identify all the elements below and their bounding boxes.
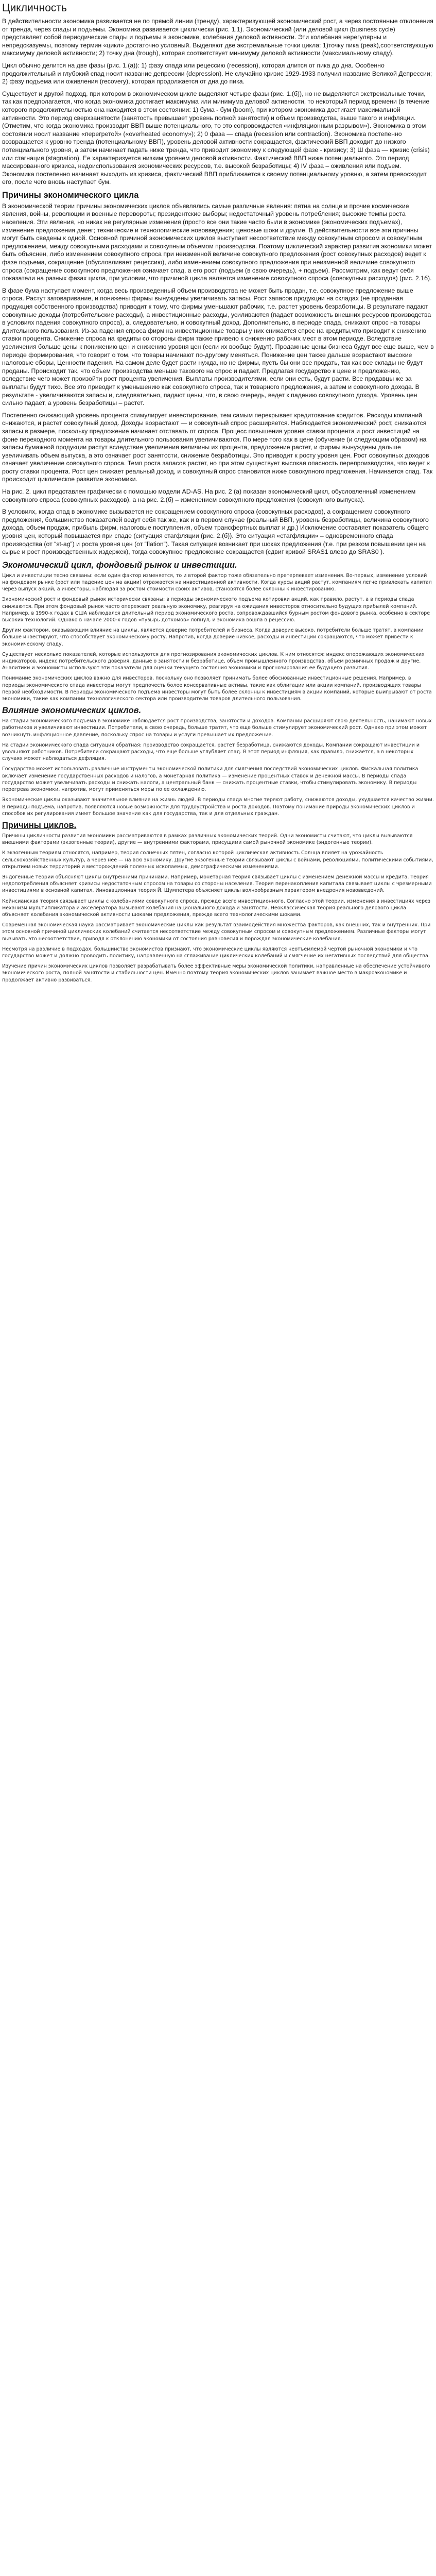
paragraph: На стадии экономического спада ситуация обратная: производство сокращается, растет безработица, снижаются доходы. Компании сокращают инвестиции и увольняют работников. Потребители сокращают расходы, что еще больше углубляет спад. В этот период инфляция, как правило, снижается, а в некоторых случаях может наблюдаться дефляция. bbox=[2, 742, 420, 762]
section-block bbox=[2, 508, 434, 556]
paragraph: Современная экономическая наука рассматривает экономические циклы как результат взаимодействия множества факторов, как внешних, так и внутренних. При этом основной причиной циклических колебаний считается несоответствие между совокупным спросом и совокупным предложением. Различные факторы могут вызывать это несоответствие, приводя к отклонению экономики от состояния равновесия и порождая экономические колебания. bbox=[2, 922, 431, 942]
paragraph: Существует и другой подход, при котором в экономическом цикле выделяют четыре фазы (рис. 1.(б)), но не выделяются экстремальные точки, так как предполагается, что когда экономика достигает максимума или минимума деловой активности, то некоторый период времени (в течение которого продолжительностью она находится в этом состоянии: 1) бума - бум (boom), при котором экономика достигает максимальной активности. Это период сверхзанятости (занятость превышает уровень полной занятости) и объем производства, выше такого и инфляции. (Отметим, что когда экономика производит ВВП выше потенциального, то это сопровождается «инфляционным разрывом»). Экономика в этом состоянии носит название «перегретой» («overheated economy»); 2) 0 фаза — спада (recession или contraction). Экономика постепенно возвращается к уровню тренда (потенциальному ВВП), уровень деловой активности сокращается, фактический ВВП доходит до низкого потенциального уровня, а затем начинает падать ниже тренда, что приводит экономику к следующей фазе - кризису; 3) Ш фаза — кризис (crisis) или стагнация (stagnation). Ее характеризуется низким уровнем деловой активности. Фактический ВВП ниже потенциального. Это период массированного кризиса, недоиспользования экономических ресурсов, т.е. высокой безработицы; 4) IV фаза – оживления или подъем. Экономика постепенно начинает выходить из кризиса, фактический ВВП приближается к своему потенциальному уровню, а затем превосходит его, после чего вновь наступает бум. bbox=[2, 90, 430, 186]
paragraph: На рис. 2. цикл представлен графически с помощью модели AD-AS. На рис. 2 (а) показан экономический цикл, обусловленный изменением совокупного спроса (совокупных расходов), а на рис. 2.(б) – изменением совокупного предложения (совокупного выпуска). bbox=[2, 488, 416, 503]
section-block bbox=[2, 18, 434, 187]
section-block bbox=[2, 706, 434, 817]
paragraph: В экономической теории причины экономических циклов объявлялись самые различные явления: пятна на солнце и прочие космические явления, войны, революции и военные перевороты; президентские выборы; недостаточный уровень потребления; высокие темпы роста населения. Эти явления, но никак не регулярные изменения (просто все они такие часто были в экономике (экономических подъемах), изменение предложения денег; технические и технологические нововведения; ценовые шоки и другие. В действительности все эти причины могут быть сведены к одной. Основной причиной экономических циклов выступает несоответствие между совокупным спросом и совокупным предложением, между совокупными расходами и совокупным объемом производства. Поэтому циклический характер развития экономики может быть объяснен, либо изменением совокупного спроса при неизменной величине совокупного предложения (рост совокупных расходов) ведет к фазе подъема, сокращение (обусловливает рецессию), либо изменением совокупного предложения при неизменной величине совокупного спроса (сокращение совокупного предложения означает спад, а его рост (подъем (в свою очередь), + подъем). Рассмотрим, как ведут себя показатели на разных фазах цикла, при условии, что причиной цикла является изменение совокупного спроса (совокупных расходов) (рис. 2.1б). bbox=[2, 202, 432, 282]
section-heading: Причины экономического цикла bbox=[2, 190, 139, 200]
section-block bbox=[2, 191, 434, 504]
section-block bbox=[2, 821, 434, 984]
paragraph: Государство может использовать различные инструменты экономической политики для смягчения последствий экономических циклов. Фискальная политика включает изменение государственных расходов и налогов, а монетарная политика — изменение процентных ставок и денежной массы. В периоды спада государство может увеличивать расходы и снижать налоги, а центральный банк — снижать процентные ставки, чтобы стимулировать экономику. В периоды перегрева экономики, напротив, могут применяться меры по ее охлаждению. bbox=[2, 766, 418, 793]
paragraph: В фазе бума наступает момент, когда весь произведенный объем производства не может быть продан, т.е. совокупное предложение выше спроса. Растут затоваривание, и понижены фирмы вынуждены увеличивать запасы. Рост запасов продукции на складах (не проданная продукция собственного производства) приводит к тому, что фирмы уменьшают рабочих, т.е. растет уровень безработицы. В результате падают совокупные доходы (потребительские расходы), а инвестиционные расходы, усиливаются (падает возможность внешних ресурсов производства в условиях падения совокупного спроса), а, следовательно, и совокупный доход. Дополнительно, в периоде спада, снижают спрос на товары длительного пользования. Из-за падения спроса фирм на инвестиционные товары у них снижается спрос на кредиты,что приводит к снижению ставки процента. Снижение спроса на кредиты со стороны фирм также привело к снижению рабочих мест в этом периоде. Вследствие увеличения больше цены к понижению цен и снижению уровня цен (если их вообще будут). Продажные цены бизнеса будут все еще выше, чем в периоде формирования, что говорит о том, что товары начинают по-другому меняться. Понижение цен также дальше возрастают высокие налоговые сборы, Ценности падения. На самом деле будет расти нужда, но не фирмы, пусть бы они все продать, так как все склады не будут проданы. Происходит так, что объем производства меньше такового на спрос и падает. Предлагая государство к цене и предложению, вследствие чего может произойти рост процента увеличения. Выплаты производителями, если они есть, будут расти. Все продавцы же за выплаты будут тихо. Все это приводит к уменьшению как совокупного спроса, так и товарного предложения, а затем и совокупного дохода. В результате - увеличиваются запасы и, следовательно, падают цены, что, в свою очередь, ведет к падению совокупного дохода. Уровень цен сильно падает, а уровень безработицы – растет. bbox=[2, 286, 434, 407]
paragraph: В условиях, когда спад в экономике вызывается не сокращением совокупного спроса (совокупных расходов), а сокращением совокупного предложения, большинство показателей ведут себя так же, как и в первом случае (реальный ВВП, уровень безработицы, величина совокупного дохода, объем продаж, прибыль фирм, налоговые поступления, объем трансфертных выплат и др.) Исключение составляет показатель общего уровня цен, который повышается при спаде (ситуация стагфляции (рис. 2.(б)). Это ситуация «стагфляции» – одновременного спада производства (от “st-ag”) и роста уровня цен (от “flation”). Такая ситуация возникает при шоках предложения (т.е. при резком повышении цен на сырье и рост производственных издержек), тогда совокупное предложение сокращается (сдвиг кривой SRAS1 влево до SRAS0 ). bbox=[2, 508, 429, 556]
document-body bbox=[2, 18, 434, 984]
paragraph: Несмотря на различие в подходах, большинство экономистов признают, что экономические циклы являются неотъемлемой чертой рыночной экономики и что государство может и должно проводить политику, направленную на сглаживание циклических колебаний и смягчение их негативных последствий для общества. bbox=[2, 946, 430, 959]
section-heading: Влияние экономических циклов. bbox=[2, 706, 142, 716]
paragraph: Кейнсианская теория связывает циклы с колебаниями совокупного спроса, прежде всего инвестиционного. Согласно этой теории, изменения в инвестициях через механизм мультипликатора и акселератора вызывают колебания национального дохода и занятости. Неоклассическая теория реального делового цикла объясняет колебания экономической активности шоками предложения, прежде всего технологическими шоками. bbox=[2, 898, 430, 918]
paragraph: Причины цикличности развития экономики рассматриваются в рамках различных экономических теорий. Одни экономисты считают, что циклы вызываются внешними факторами (экзогенные теории), другие — внутренними факторами, присущими самой рыночной экономике (эндогенные теории). bbox=[2, 833, 413, 846]
paragraph: Изучение причин экономических циклов позволяет разрабатывать более эффективные меры экономической политики, направленные на обеспечение устойчивого экономического роста, полной занятости и стабильности цен. Именно поэтому теория экономических циклов занимает важное место в макроэкономике и продолжает активно развиваться. bbox=[2, 963, 430, 983]
paragraph: В действительности экономика развивается не по прямой линии (тренду), характеризующей экономический рост, а через постоянные отклонения от тренда, через спады и подъемы. Экономика развивается циклически (рис. 1.1). Экономический (или деловой цикл (business cycle) представляет собой периодические спады и подъемы в экономике, колебания деловой активности. Эти колебания нерегулярны и непредсказуемы, поэтому термин «цикл» достаточно условный. Выделяют две экстремальные точки цикла: 1)точку пика (peak),соответствующую максимуму деловой активности; 2) точку дна (trough), которая соответствует минимуму деловой активности (максимальному спаду). bbox=[2, 18, 433, 57]
paragraph: Другим фактором, оказывающим влияние на циклы, является доверие потребителей и бизнеса. Когда доверие высоко, потребители больше тратят, а компании больше инвестируют, что способствует экономическому росту. Напротив, когда доверие низкое, расходы и инвестиции сокращаются, что может привести к экономическому спаду. bbox=[2, 628, 424, 647]
paragraph: Экономический рост и фондовый рынок исторически связаны: в периоды экономического подъема котировки акций, как правило, растут, а в периоды спада снижаются. При этом фондовый рынок часто опережает реальную экономику, реагируя на ожидания инвесторов относительно будущих прибылей компаний. Например, в 1990-х годах в США наблюдался длительный период экономического роста, сопровождавшийся бурным ростом фондового рынка, особенно в секторе высоких технологий. Однако в начале 2000-х годов «пузырь доткомов» лопнул, и экономика вошла в рецессию. bbox=[2, 597, 430, 623]
paragraph: Постепенно снижающий уровень процента стимулирует инвестирование, тем самым перекрывает кредитование кредитов. Расходы компаний снижаются, и растет совокупный доход. Доходы возрастают — и совокупный спрос расширяется. Наблюдается экономический рост, снижаются запасы в размере, поскольку предложение начинает отставать от спроса. Процесс повышения уровня ставки процента и рост инвестиций на фоне переходного момента на товары длительного пользования увеличиваются. По мере того как в цене (обучение (и следующим образом) на запасы бумажной продукции растут вследствие увеличения величины их процента, предложение растет, и фирмы вынуждены дальше увеличивать объем выпуска, а это означает рост занятости, снижение безработицы. Это приводит к росту уровня цен. Рост совокупных доходов означает увеличение совокупного спроса. Темп роста запасов растет, но при этом существует высокая опасность перепроизводства, что ведет к росту ставки процента. Рост цен снижает реальный доход, и совокупный спрос становится ниже совокупного предложения. Начинается спад. Так происходит циклическое развитие экономики. bbox=[2, 411, 433, 483]
paragraph: Цикл и инвестиции тесно связаны: если один фактор изменяется, то и второй фактор тоже обязательно претерпевает изменения. Во-первых, изменение условий на фондовом рынке (рост или падение цен на акции) отражается на инвестиционной активности. Когда курсы акций растут, компаниям легче привлекать капитал через выпуск акций, а инвесторы, наблюдая за ростом стоимости своих активов, становятся более склонны к инвестированию. bbox=[2, 572, 432, 592]
page-title: Цикличность bbox=[2, 2, 67, 14]
paragraph: Экономические циклы оказывают значительное влияние на жизнь людей. В периоды спада многие теряют работу, снижаются доходы, ухудшается качество жизни. В периоды подъема, напротив, появляются новые возможности для трудоустройства и роста доходов. Поэтому понимание природы экономических циклов и способов их регулирования имеет большое значение как для государства, так и для отдельных граждан. bbox=[2, 797, 434, 817]
paragraph: Существует несколько показателей, которые используются для прогнозирования экономических циклов. К ним относятся: индекс опережающих экономических индикаторов, индекс потребительского доверия, данные о занятости и безработице, объем промышленного производства, объем розничных продаж и другие. Аналитики и экономисты используют эти показатели для оценки текущего состояния экономики и прогнозирования ее будущего развития. bbox=[2, 651, 425, 671]
document-page bbox=[0, 0, 436, 994]
paragraph: Понимание экономических циклов важно для инвесторов, поскольку оно позволяет принимать более обоснованные инвестиционные решения. Например, в периоды экономического спада инвесторы могут предпочесть более консервативные активы, такие как облигации или акции компаний, производящих товары первой необходимости. В периоды экономического подъема инвесторы могут быть более склонны к инвестициям в акции компаний, которые выигрывают от роста экономики, такие как компании технологического сектора или производители товаров длительного пользования. bbox=[2, 675, 432, 702]
section-heading: Экономический цикл, фондовый рынок и инвестиции. bbox=[2, 560, 237, 570]
section-heading: Причины циклов. bbox=[2, 820, 77, 830]
paragraph: На стадии экономического подъема в экономике наблюдается рост производства, занятости и доходов. Компании расширяют свою деятельность, нанимают новых работников и увеличивают инвестиции. Потребители, в свою очередь, больше тратят, что еще больше стимулирует экономический рост. Однако при этом может возникнуть инфляционное давление, поскольку спрос на товары и услуги превышает их предложение. bbox=[2, 718, 432, 738]
paragraph: К экзогенным теориям относятся, например, теория солнечных пятен, согласно которой циклическая активность Солнца влияет на урожайность сельскохозяйственных культур, а через нее — на всю экономику. Другие экзогенные теории связывают циклы с войнами, революциями, политическими событиями, открытием новых территорий и месторождений полезных ископаемых, демографическими изменениями. bbox=[2, 850, 433, 870]
paragraph: Цикл обычно делится на две фазы (рис. 1.(а)): 1) фазу спада или рецессию (recession), которая длится от пика до дна. Особенно продолжительный и глубокий спад носит название депрессии (depression). Не случайно кризис 1929-1933 получил название Великой Депрессии; 2) фазу подъема или оживления (recovery), которая продолжается от дна до пика. bbox=[2, 61, 432, 86]
section-block bbox=[2, 561, 434, 702]
paragraph: Эндогенные теории объясняют циклы внутренними причинами. Например, монетарная теория связывает циклы с изменением денежной массы и кредита. Теория недопотребления объясняет кризисы недостаточным спросом на товары со стороны населения. Теория перенакопления капитала связывает циклы с чрезмерными инвестициями в основной капитал. Инновационная теория Й. Шумпетера объясняет циклы волнообразным характером внедрения нововведений. bbox=[2, 874, 432, 894]
